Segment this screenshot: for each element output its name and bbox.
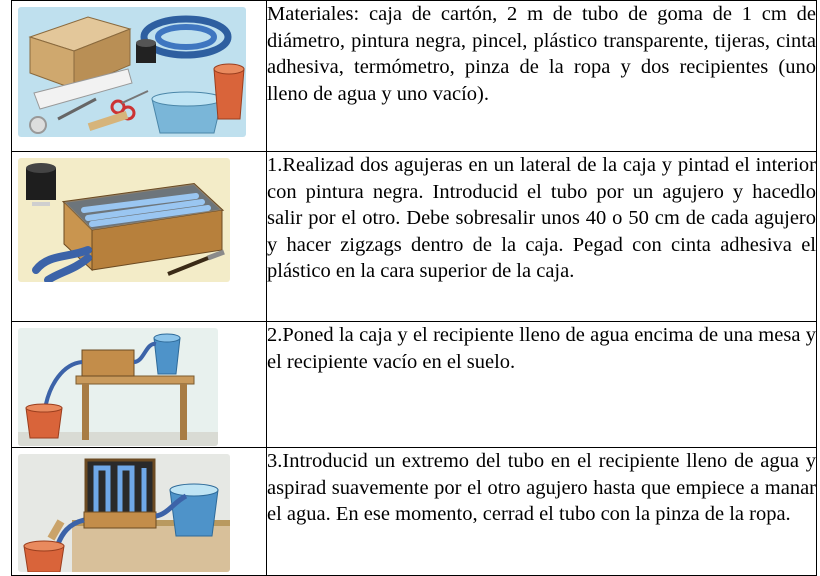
box-on-table-illustration (18, 328, 218, 446)
painted-box-with-tube-illustration (18, 158, 230, 282)
image-cell (12, 322, 267, 448)
materials-text: Materiales: caja de cartón, 2 m de tubo de goma de 1 cm de diámetro, pintura negra, pincel, plástico transparente, tijeras, cinta adhesiva, termómetro, pinza de la ropa y dos recipientes (uno lleno de agua y uno vacío). (267, 3, 816, 105)
table-row (12, 448, 817, 576)
siphon-clip-illustration (18, 454, 230, 572)
image-cell (12, 1, 267, 152)
step-1-text: 1.Realizad dos agujeras en un lateral de la caja y pintad el interior con pintura negra. Introducid el tubo por un agujero y hacedlo salir por el otro. Debe sobresalir unos 40 o 50 cm de cada agujero y hacer zigzags dentro de la caja. Pegad con cinta adhesiva el plástico en la cara superior de la caja. (267, 154, 816, 282)
table-row (12, 1, 817, 152)
image-cell (12, 152, 267, 322)
text-cell (267, 1, 817, 152)
table-row (12, 152, 817, 322)
text-cell (267, 152, 817, 322)
image-cell (12, 448, 267, 576)
text-cell (267, 448, 817, 576)
text-cell (267, 322, 817, 448)
instructions-table (11, 0, 817, 576)
step-3-text: 3.Introducid un extremo del tubo en el recipiente lleno de agua y aspirad suavemente por el otro agujero hasta que empiece a manar el agua. En ese momento, cerrad el tubo con la pinza de la ropa. (267, 450, 816, 525)
table-row (12, 322, 817, 448)
step-2-text: 2.Poned la caja y el recipiente lleno de agua encima de una mesa y el recipiente vacío en el suelo. (267, 324, 816, 373)
materials-illustration (18, 7, 246, 137)
